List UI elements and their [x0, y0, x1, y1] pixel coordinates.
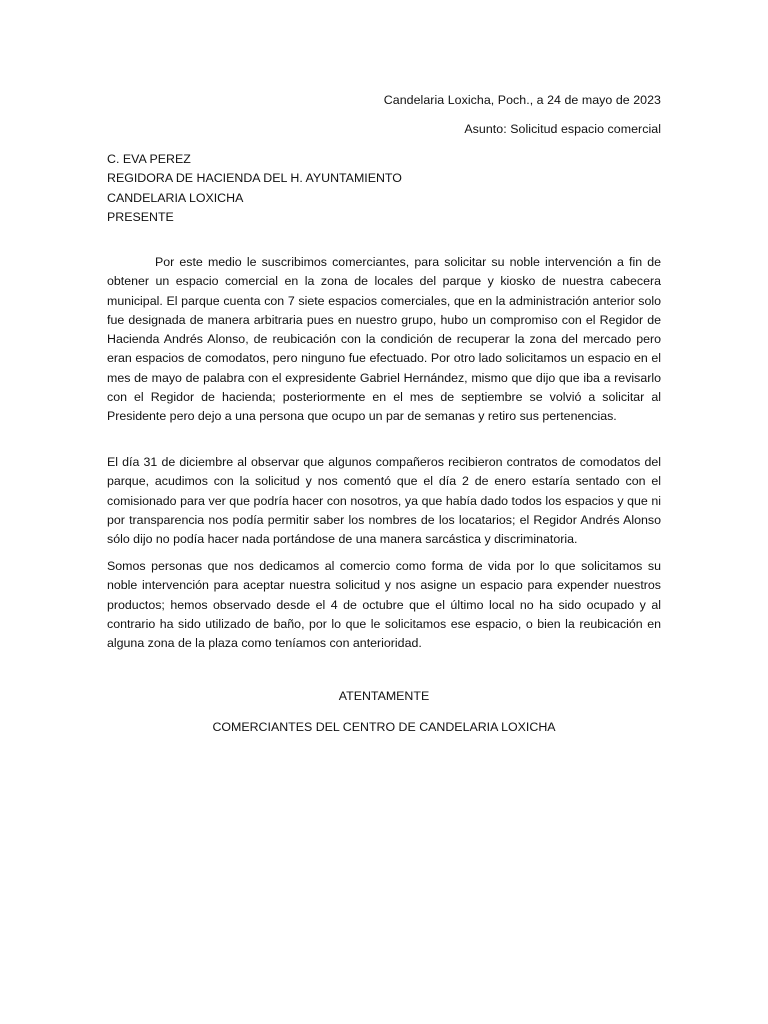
- recipient-block: [107, 150, 402, 227]
- subject-line: Asunto: Solicitud espacio comercial: [464, 122, 661, 136]
- recipient-position: REGIDORA DE HACIENDA DEL H. AYUNTAMIENTO: [107, 171, 402, 186]
- date-line: Candelaria Loxicha, Poch., a 24 de mayo de 2023: [383, 93, 661, 107]
- signature: COMERCIANTES DEL CENTRO DE CANDELARIA LOXICHA: [212, 720, 556, 734]
- recipient-name: C. EVA PEREZ: [107, 152, 191, 166]
- closing: ATENTAMENTE: [338, 689, 430, 703]
- recipient-location: CANDELARIA LOXICHA: [107, 190, 244, 205]
- body-paragraph-3: Somos personas que nos dedicamos al comercio como forma de vida por lo que solicitamos su noble intervención para aceptar nuestra solicitud y nos asigne un espacio para expender nuestros productos; hemos observado desde el 4 de octubre que el último local no ha sido ocupado y al contrario ha sido utilizado de baño, por lo que le solicitamos ese espacio, o bien la reubicación en alguna zona de la plaza como teníamos con anterioridad.: [107, 559, 661, 651]
- body-paragraph-2: El día 31 de diciembre al observar que algunos compañeros recibieron contratos de comodatos del parque, acudimos con la solicitud y nos comentó que el día 2 de enero estaría sentado con el comisionado para ver que podría hacer con nosotros, ya que había dado todos los espacios y que ni por transparencia nos podía permitir saber los nombres de los locatarios; el Regidor Andrés Alonso sólo dijo no podía hacer nada portándose de una manera sarcástica y discriminatoria.: [107, 455, 661, 547]
- recipient-salutation: PRESENTE: [107, 209, 174, 224]
- body-paragraph-1: Por este medio le suscribimos comerciantes, para solicitar su noble intervención a fin de obtener un espacio comercial en la zona de locales del parque y kiosko de nuestra cabecera municipal. El parque cuenta con 7 siete espacios comerciales, que en la administración anterior solo fue designada de manera arbitraria pues en nuestro grupo, hubo un compromiso con el Regidor de Hacienda Andrés Alonso, de reubicación con la condición de recuperar la zona del mercado pero eran espacios de comodatos, pero ninguno fue efectuado. Por otro lado solicitamos un espacio en el mes de mayo de palabra con el expresidente Gabriel Hernández, mismo que dijo que iba a revisarlo con el Regidor de hacienda; posteriormente en el mes de septiembre se volvió a solicitar al Presidente pero dejo a una persona que ocupo un par de semanas y retiro sus pertenencias.: [107, 255, 661, 424]
